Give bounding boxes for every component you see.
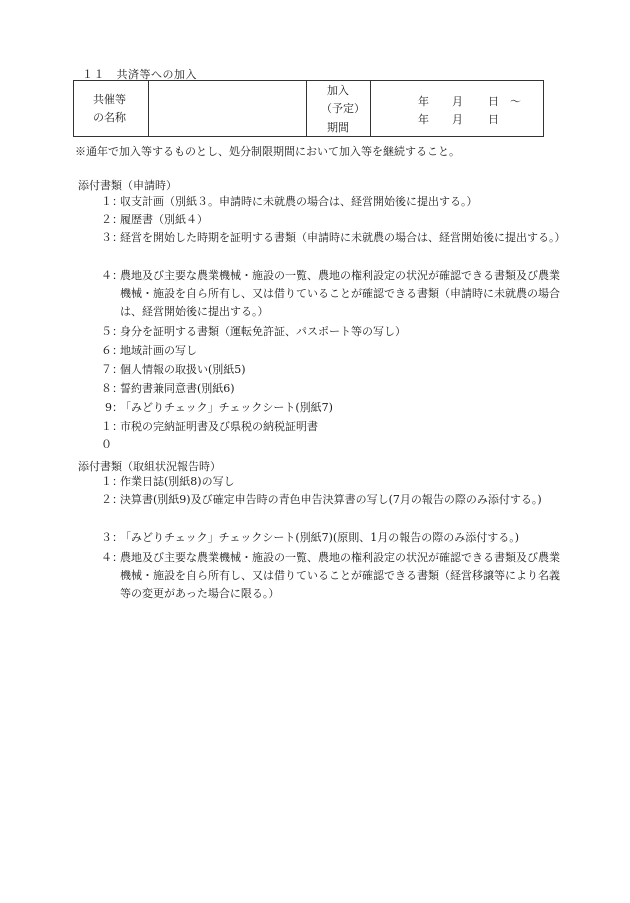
item-number: ４ [101, 551, 112, 564]
item-number: １０ [101, 420, 112, 451]
item-number: １ [101, 195, 112, 208]
name-label-line2: の名称 [93, 111, 126, 124]
section-11-heading: １１ 共済等への加入 [82, 68, 197, 81]
item-text: 誓約書兼同意書(別紙6) [120, 382, 235, 395]
period-label-line1: 加入 [327, 84, 349, 97]
item-text: 地域計画の写し [120, 344, 197, 357]
item-text: 個人情報の取扱い(別紙5) [120, 363, 246, 376]
item-text: 経営を開始した時期を証明する書類（申請時に未就農の場合は、経営開始後に提出する。） [120, 231, 566, 244]
item-number: ２ [101, 213, 112, 226]
item-number: ７ [101, 363, 112, 376]
period-end-month: 月 [452, 113, 463, 126]
item-text: 「みどりチェック」チェックシート(別紙7)(原則、1月の報告の際のみ添付する。) [120, 531, 520, 544]
table-divider [148, 81, 149, 136]
item-text: 作業日誌(別紙8)の写し [120, 475, 235, 488]
period-end-year: 年 [418, 113, 429, 126]
period-tilde: 〜 [510, 95, 521, 108]
item-number: 9 [105, 401, 112, 414]
item-text: 履歴書（別紙４） [120, 213, 208, 226]
item-text: 決算書(別紙9)及び確定申告時の青色申告決算書の写し(7月の報告の際のみ添付する。) [120, 493, 542, 506]
item-number: １ [101, 475, 112, 488]
item-number: ８ [101, 382, 112, 395]
period-label-line3: 期間 [327, 121, 349, 134]
period-end-day: 日 [488, 113, 499, 126]
table-divider [306, 81, 307, 136]
item-number: ２ [101, 493, 112, 506]
insurance-table [73, 80, 544, 137]
item-text: 農地及び主要な農業機械・施設の一覧、農地の権利設定の状況が確認できる書類及び農業機械・施設を自ら所有し、又は借りていることが確認できる書類（経営移譲等により名義等の変更があった場合に限る。） [120, 551, 560, 600]
table-note: ※通年で加入等するものとし、処分制限期間において加入等を継続すること。 [75, 145, 460, 158]
item-number: ３ [101, 231, 112, 244]
table-divider [370, 81, 371, 136]
period-start-day: 日 [488, 95, 499, 108]
item-number: ４ [101, 269, 112, 282]
period-start-year: 年 [418, 95, 429, 108]
name-label-line1: 共催等 [93, 93, 126, 106]
period-label-line2: （予定） [321, 102, 365, 115]
item-text: 農地及び主要な農業機械・施設の一覧、農地の権利設定の状況が確認できる書類及び農業機械・施設を自ら所有し、又は借りていることが確認できる書類（申請時に未就農の場合は、経営開始後に提出する。） [120, 269, 560, 318]
attach-apply-title: 添付書類（申請時） [78, 179, 177, 192]
item-text: 市税の完納証明書及び県税の納税証明書 [120, 420, 318, 433]
item-number: ５ [101, 325, 112, 338]
item-text: 収支計画（別紙３。申請時に未就農の場合は、経営開始後に提出する。） [120, 195, 478, 208]
item-number: ３ [101, 531, 112, 544]
document-page: １１ 共済等への加入 共催等 の名称 加入 （予定） 期間 年 月 日 〜 年 月 日 ※通年で加入等するものとし、処分制限期間において加入等を継続すること。 添付書類（申請時） １ ： 収支計画（別紙３。申請時に未就農の場合は、経営開始後に提出する。） ２ ： 履歴書（別紙４） ３ ： 経営を開始した時期を証明する書類（申請時に未就農の場合は、経営開始後に提出する。） ４ ： 農地及び主要な農業機械・施設の一覧、農地の権利設定の状況が確認できる書類及び農業機械・施設を自ら所有し、又は借りていることが確認できる書類（申請時に未就農の場合は、経営開始後に提出する。） ５ ： 身分を証明する書類（運転免許証、パスポート等の写し） ６ ： 地域計画の写し ７ ： 個人情報の取扱い(別紙5) ８ ： 誓約書兼同意書(別紙6) 9 ： 「みどりチェック」チェックシート(別紙7) １０ ： 市税の完納証明書及び県税の納税証明書 添付書類（取組状況報告時） １ ： 作業日誌(別紙8)の写し ２ ： 決算書(別紙9)及び確定申告時の青色申告決算書の写し(7月の報告の際のみ添付する。) ３ ： 「みどりチェック」チェックシート(別紙7)(原則、1月の報告の際のみ添付する。) ４ ： 農地及び主要な農業機械・施設の一覧、農地の権利設定の状況が確認できる書類及び農業機械・施設を自ら所有し、又は借りていることが確認できる書類（経営移譲等により名義等の変更があった場合に限る。） [0, 0, 630, 903]
item-text: 「みどりチェック」チェックシート(別紙7) [120, 401, 333, 414]
period-start-month: 月 [452, 95, 463, 108]
attach-report-title: 添付書類（取組状況報告時） [78, 460, 221, 473]
item-text: 身分を証明する書類（運転免許証、パスポート等の写し） [120, 325, 406, 338]
item-number: ６ [101, 344, 112, 357]
